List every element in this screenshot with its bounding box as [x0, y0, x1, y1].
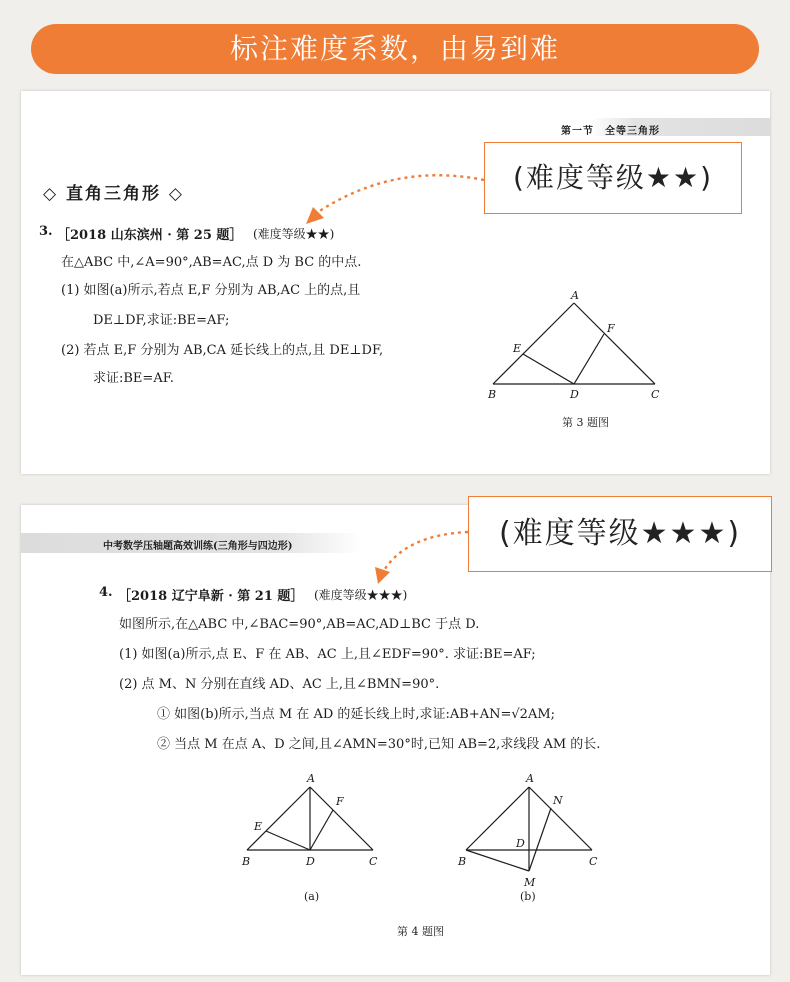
problem-part-2a: (2) 若点 E,F 分别为 AB,CA 延长线上的点,且 DE⊥DF,: [61, 343, 384, 358]
figure-caption-a: (a): [304, 890, 320, 903]
label-e: E: [254, 820, 263, 833]
difficulty-callout-2-star: (难度等级★★): [484, 142, 742, 214]
problem-number: 3.: [39, 224, 53, 239]
problem-part-2: (2) 点 M、N 分别在直线 AD、AC 上,且∠BMN=90°.: [119, 677, 440, 692]
label-b: B: [488, 388, 497, 401]
label-f: F: [336, 795, 344, 808]
problem-sub-2: ② 当点 M 在点 A、D 之间,且∠AMN=30°时,已知 AB=2,求线段 AM 的长.: [157, 737, 601, 752]
label-f: F: [607, 322, 615, 335]
problem-number: 4.: [99, 585, 113, 600]
label-c: C: [651, 388, 660, 401]
problem-source: ［2018 山东滨州 · 第 25 题］: [57, 228, 243, 243]
problem-part-1a: (1) 如图(a)所示,若点 E,F 分别为 AB,AC 上的点,且: [61, 283, 361, 298]
label-d: D: [570, 388, 579, 401]
label-a: A: [571, 289, 579, 302]
problem-part-1b: DE⊥DF,求证:BE=AF;: [93, 313, 230, 328]
label-m: M: [524, 876, 536, 889]
label-d: D: [516, 837, 525, 850]
difficulty-label: (难度等级★★★): [314, 588, 408, 602]
figure-caption: 第 3 题图: [562, 416, 609, 429]
section-title: ◇ 直角三角形 ◇: [43, 184, 184, 204]
problem-sub-1: ① 如图(b)所示,当点 M 在 AD 的延长线上时,求证:AB+AN=√2AM;: [157, 707, 556, 722]
label-c: C: [589, 855, 598, 868]
difficulty-label: (难度等级★★): [253, 227, 335, 241]
problem-stem: 如图所示,在△ABC 中,∠BAC=90°,AB=AC,AD⊥BC 于点 D.: [119, 617, 480, 632]
problem-part-1: (1) 如图(a)所示,点 E、F 在 AB、AC 上,且∠EDF=90°. 求证:BE=AF;: [119, 647, 536, 662]
problem-source: ［2018 辽宁阜新 · 第 21 题］: [118, 589, 304, 604]
label-e: E: [513, 342, 522, 355]
label-n: N: [553, 794, 563, 807]
label-a: A: [307, 772, 315, 785]
label-b: B: [242, 855, 251, 868]
label-d: D: [306, 855, 315, 868]
problem-stem: 在△ABC 中,∠A=90°,AB=AC,点 D 为 BC 的中点.: [61, 255, 362, 270]
banner: 标注难度系数，由易到难: [31, 24, 759, 74]
label-b: B: [458, 855, 467, 868]
book-label: 中考数学压轴题高效训练(三角形与四边形): [103, 541, 293, 552]
figure-caption-b: (b): [520, 890, 536, 903]
section-label: 第一节 全等三角形: [561, 126, 660, 137]
label-c: C: [369, 855, 378, 868]
problem-part-2b: 求证:BE=AF.: [93, 371, 174, 386]
figure-caption: 第 4 题图: [397, 925, 444, 938]
label-a: A: [526, 772, 534, 785]
difficulty-callout-3-star: (难度等级★★★): [468, 496, 772, 572]
